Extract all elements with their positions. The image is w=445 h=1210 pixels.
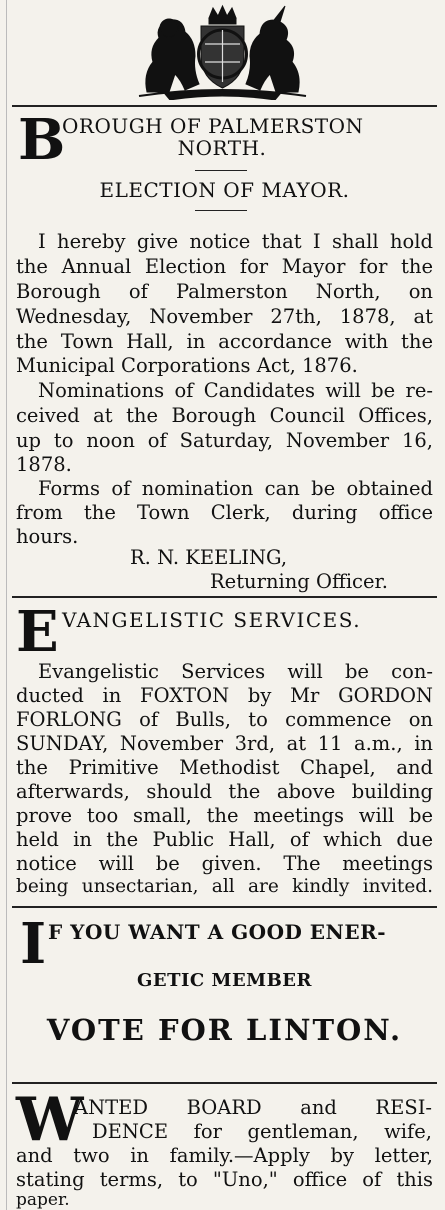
short-divider: [195, 210, 247, 211]
notice-text-line: the Town Hall, in accordance with the: [16, 330, 433, 353]
notice-text-line: Municipal Corporations Act, 1876.: [16, 354, 358, 377]
coat-of-arms-icon: [125, 4, 320, 100]
notice-text-line: stating terms, to "Uno," office of this: [16, 1168, 433, 1191]
notice-text-line: up to noon of Saturday, November 16,: [16, 429, 433, 452]
notice-text-line: FORLONG of Bulls, to commence on: [16, 708, 433, 731]
notice-subtitle: ELECTION OF MAYOR.: [99, 178, 350, 202]
vote-headline: VOTE FOR LINTON.: [46, 1013, 403, 1047]
notice-text-line: 1878.: [16, 453, 72, 476]
notice-text-line: and two in family.—Apply by letter,: [16, 1144, 433, 1167]
notice-text-line: prove too small, the meetings will be: [16, 804, 433, 827]
notice-text-line: paper.: [16, 1190, 70, 1210]
signature-name: R. N. KEELING,: [130, 546, 288, 569]
notice-headline: F YOU WANT A GOOD ENER-: [48, 920, 386, 944]
drop-cap: E: [16, 599, 59, 665]
divider-rule: [12, 105, 437, 107]
divider-rule: [12, 1082, 437, 1084]
divider-rule: [12, 906, 437, 908]
notice-text-line: being unsectarian, all are kindly invited.: [16, 876, 433, 897]
notice-text-line: held in the Public Hall, of which due: [16, 828, 433, 851]
notice-title: VANGELISTIC SERVICES.: [62, 608, 362, 632]
notice-text-line: afterwards, should the above building: [16, 780, 433, 803]
notice-headline-line2: GETIC MEMBER: [137, 970, 312, 991]
notice-text-line: ducted in FOXTON by Mr GORDON: [16, 684, 433, 707]
notice-text-line: ceived at the Borough Council Offices,: [16, 404, 433, 427]
notice-text-line: Evangelistic Services will be con-: [38, 660, 433, 683]
notice-text-line: the Annual Election for Mayor for the: [16, 255, 433, 278]
notice-text-line: hours.: [16, 525, 79, 548]
notice-text-line: Nominations of Candidates will be re-: [38, 379, 433, 402]
notice-text-line: from the Town Clerk, during office: [16, 501, 433, 524]
notice-text-line: Borough of Palmerston North, on: [16, 280, 433, 303]
notice-text-line: SUNDAY, November 3rd, at 11 a.m., in: [16, 732, 433, 755]
divider-rule: [12, 596, 437, 598]
notice-text-line: ANTED BOARD and RESI-: [74, 1096, 432, 1119]
notice-text-line: Wednesday, November 27th, 1878, at: [16, 305, 433, 328]
signature-title: Returning Officer.: [210, 570, 388, 593]
short-divider: [195, 170, 247, 171]
notice-title-line2: NORTH.: [177, 136, 267, 160]
notice-text-line: notice will be given. The meetings: [16, 852, 433, 875]
notice-text-line: I hereby give notice that I shall hold: [38, 230, 433, 253]
notice-text-line: DENCE for gentleman, wife,: [92, 1120, 432, 1143]
drop-cap: W: [16, 1085, 84, 1155]
drop-cap: I: [20, 911, 47, 977]
column-rule: [6, 0, 7, 1210]
notice-title: OROUGH OF PALMERSTON: [62, 114, 364, 138]
notice-text-line: the Primitive Methodist Chapel, and: [16, 756, 433, 779]
drop-cap: B: [18, 107, 66, 173]
notice-text-line: Forms of nomination can be obtained: [38, 477, 433, 500]
